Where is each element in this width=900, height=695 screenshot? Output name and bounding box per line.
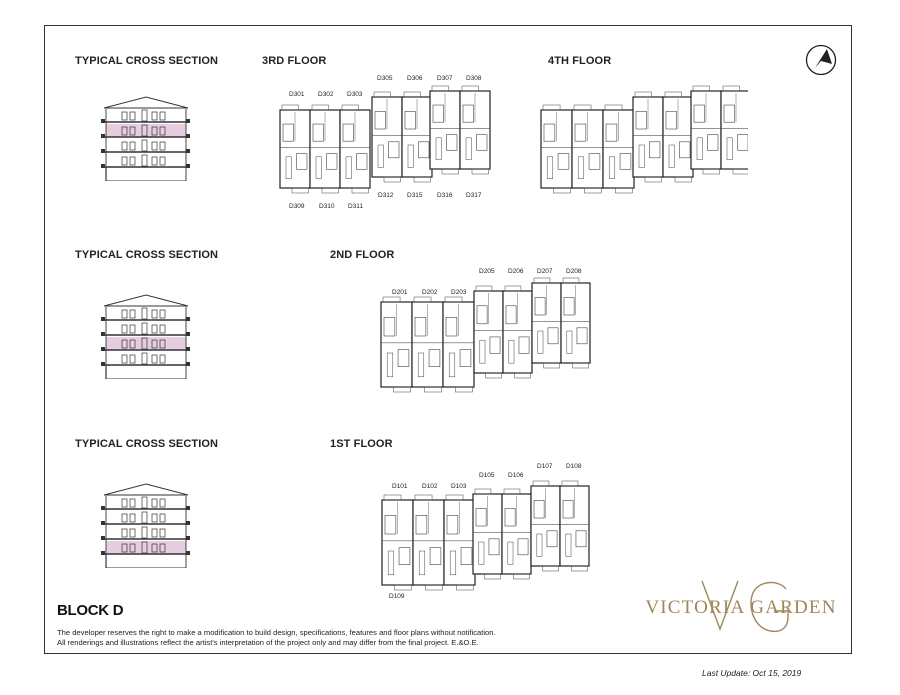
victoria-garden-logo [636,577,846,639]
floor2-heading: 2ND FLOOR [330,249,395,261]
unit-label-d206: D206 [508,268,524,275]
disclaimer-line-2: All renderings and illustrations reflect the artist's interpretation of the project only and may differ from the final project. E.&O.E. [57,638,479,647]
unit-label-d108: D108 [566,463,582,470]
unit-label-d102: D102 [422,483,438,490]
block-title: BLOCK D [57,602,124,619]
unit-label-d317: D317 [466,192,482,199]
unit-label-d103: D103 [451,483,467,490]
floor4-heading: 4TH FLOOR [548,55,612,67]
logo-text: VICTORIA GARDEN [645,597,837,618]
unit-label-d106: D106 [508,472,524,479]
cross-section-diagram-3rd [100,95,192,181]
unit-label-d203: D203 [451,289,467,296]
unit-label-d205: D205 [479,268,495,275]
unit-label-d105: D105 [479,472,495,479]
cross-section-heading-3: TYPICAL CROSS SECTION [75,438,219,450]
unit-label-d310: D310 [319,203,335,210]
unit-label-d107: D107 [537,463,553,470]
cross-section-diagram-1st [100,482,192,568]
unit-label-d315: D315 [407,192,423,199]
unit-label-d302: D302 [318,91,334,98]
cross-section-heading-1: TYPICAL CROSS SECTION [75,55,219,67]
unit-label-d303: D303 [347,91,363,98]
cross-section-heading-2: TYPICAL CROSS SECTION [75,249,219,261]
floor2-plan [376,277,596,394]
unit-label-d311: D311 [348,203,364,210]
unit-label-d202: D202 [422,289,438,296]
unit-label-d305: D305 [377,75,393,82]
unit-label-d208: D208 [566,268,582,275]
cross-section-diagram-2nd [100,293,192,379]
unit-label-d201: D201 [392,289,408,296]
unit-label-d101: D101 [392,483,408,490]
floor3-heading: 3RD FLOOR [262,55,327,67]
north-arrow-icon [805,44,837,76]
unit-label-d306: D306 [407,75,423,82]
unit-label-d309: D309 [289,203,305,210]
unit-label-d301: D301 [289,91,305,98]
disclaimer-line-1: The developer reserves the right to make a modification to build design, specifications, features and floor plans without notification. [57,628,496,637]
unit-label-d207: D207 [537,268,553,275]
floor3-plan [275,85,495,200]
unit-label-d307: D307 [437,75,453,82]
unit-label-d316: D316 [437,192,453,199]
floor4-plan [536,85,748,200]
last-update: Last Update: Oct 15, 2019 [702,668,802,678]
unit-label-d312: D312 [378,192,394,199]
unit-label-d308: D308 [466,75,482,82]
unit-label-d109: D109 [389,593,405,600]
floor1-heading: 1ST FLOOR [330,438,393,450]
